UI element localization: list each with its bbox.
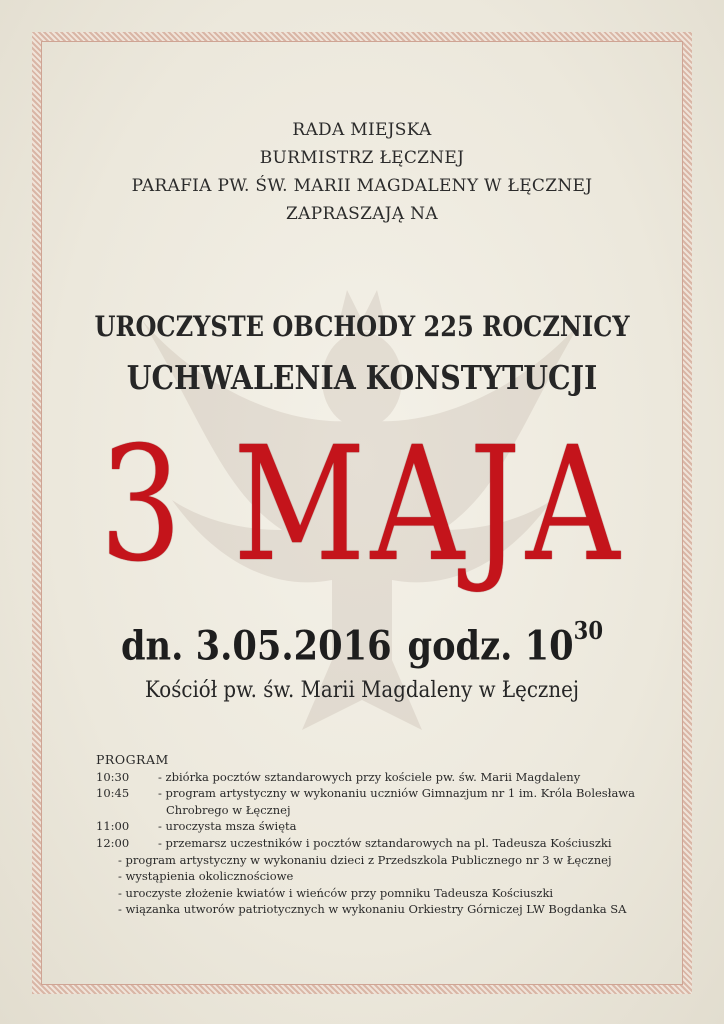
program-row [96, 769, 656, 786]
program-row [96, 785, 656, 802]
event-title-line-2: UCHWALENIA KONSTYTUCJI [126, 358, 598, 397]
program-sub-item: - program artystyczny w wykonaniu dzieci z Przedszkola Publicznego nr 3 w Łęcznej [118, 852, 612, 867]
program-row-continued [96, 802, 656, 819]
organizers [0, 116, 724, 228]
program-desc: Chrobrego w Łęcznej [166, 802, 291, 817]
event-title-line-1: UROCZYSTE OBCHODY 225 ROCZNICY [94, 310, 630, 343]
organizer-line-1: RADA MIEJSKA [292, 120, 432, 140]
program-desc: - uroczysta msza święta [158, 819, 297, 834]
program-row [96, 818, 656, 835]
program-desc: - przemarsz uczestników i pocztów sztandarowych na pl. Tadeusza Kościuszki [158, 835, 612, 850]
program-time: 10:45 [96, 786, 130, 801]
organizer-line-2: BURMISTRZ ŁĘCZNEJ [259, 148, 465, 168]
program-time: 10:30 [96, 769, 130, 784]
program-time: 12:00 [96, 835, 130, 850]
program-sub-item: - uroczyste złożenie kwiatów i wieńców przy pomniku Tadeusza Kościuszki [118, 885, 554, 900]
program-desc: - program artystyczny w wykonaniu uczniów Gimnazjum nr 1 im. Króla Bolesława [158, 786, 635, 801]
big-date-heading: 3 MAJA [99, 413, 625, 597]
invite-line: ZAPRASZAJĄ NA [286, 204, 438, 224]
date-time [43, 616, 680, 670]
program-section [96, 752, 656, 918]
program-row [96, 835, 656, 852]
organizer-line-3: PARAFIA PW. ŚW. MARII MAGDALENY W ŁĘCZNEJ [131, 176, 593, 196]
event-place: Kościół pw. św. Marii Magdaleny w Łęcznej [145, 678, 579, 703]
program-sub-item: - wiązanka utworów patriotycznych w wykonaniu Orkiestry Górniczej LW Bogdanka SA [118, 902, 627, 917]
program-time: 11:00 [96, 819, 130, 834]
program-desc: - zbiórka pocztów sztandarowych przy kościele pw. św. Marii Magdaleny [158, 769, 581, 784]
event-time-minutes: 30 [573, 616, 604, 645]
event-date: dn. 3.05.2016 [120, 622, 392, 670]
program-sub-item: - wystąpienia okolicznościowe [118, 869, 294, 884]
program-heading: PROGRAM [96, 752, 169, 767]
event-time: godz. 10 [407, 622, 574, 670]
